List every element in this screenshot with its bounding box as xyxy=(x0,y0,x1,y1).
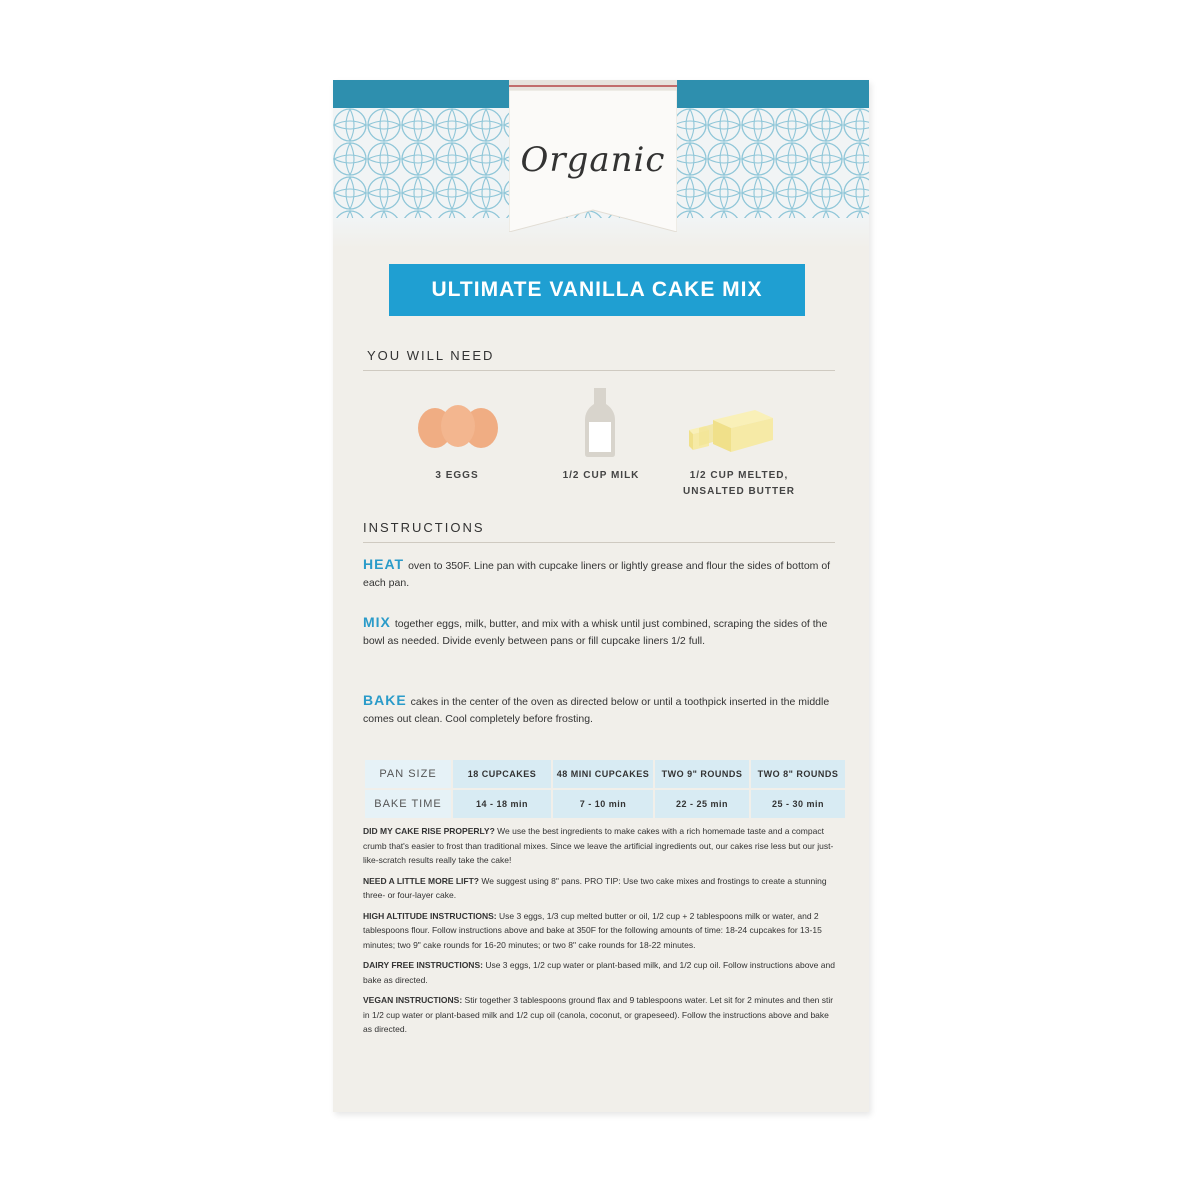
notes-section xyxy=(363,824,835,1043)
section-divider xyxy=(363,370,835,371)
step-keyword: MIX xyxy=(363,614,391,630)
need-item-label: 1/2 CUP MELTED, xyxy=(689,470,789,481)
butter-icon xyxy=(685,406,775,456)
note-label: DAIRY FREE INSTRUCTIONS: xyxy=(363,960,483,970)
step-text: cakes in the center of the oven as directed below or until a toothpick inserted in the middle comes out clean. Cool completely before frosting. xyxy=(363,696,830,725)
need-item-eggs xyxy=(397,468,517,484)
note-dairy-free xyxy=(363,958,835,987)
table-cell: 14 - 18 min xyxy=(453,790,551,818)
need-item-butter xyxy=(669,468,809,500)
section-divider xyxy=(363,542,835,543)
step-text: oven to 350F. Line pan with cupcake liners or lightly grease and flour the sides of bottom of each pan. xyxy=(363,560,831,589)
step-text: together eggs, milk, butter, and mix with a whisk until just combined, scraping the sides of the bowl as needed. Divide evenly between pans or fill cupcake liners 1/2 full. xyxy=(363,618,828,647)
organic-label: Organic xyxy=(520,140,666,180)
note-text: We use the best ingredients to make cakes with a rich homemade taste and a compact crumb that's easier to frost than traditional mixes. Since we leave the artificial ingredients out, our cakes rise less but our just-like-scratch results really take the cake! xyxy=(363,826,834,865)
row-label: BAKE TIME xyxy=(365,790,451,818)
top-strip xyxy=(509,80,677,90)
instructions-heading: INSTRUCTIONS xyxy=(363,520,485,535)
note-text: Use 3 eggs, 1/2 cup water or plant-based milk, and 1/2 cup oil. Follow instructions above and bake as directed. xyxy=(363,960,835,985)
table-cell: TWO 9" ROUNDS xyxy=(655,760,749,788)
note-label: VEGAN INSTRUCTIONS: xyxy=(363,995,463,1005)
note-label: HIGH ALTITUDE INSTRUCTIONS: xyxy=(363,910,497,921)
note-lift xyxy=(363,874,835,903)
product-title: ULTIMATE VANILLA CAKE MIX xyxy=(389,264,805,316)
row-label: PAN SIZE xyxy=(365,760,451,788)
you-will-need-heading: YOU WILL NEED xyxy=(367,348,495,363)
table-row xyxy=(365,790,845,818)
instruction-step-bake xyxy=(363,692,833,728)
cake-box-back-panel xyxy=(333,80,869,1112)
eggs-icon xyxy=(415,400,501,450)
table-cell: 25 - 30 min xyxy=(751,790,845,818)
table-cell: 48 MINI CUPCAKES xyxy=(553,760,653,788)
table-cell: 7 - 10 min xyxy=(553,790,653,818)
need-item-label: 3 EGGS xyxy=(435,470,479,481)
note-rise xyxy=(363,824,835,868)
table-row xyxy=(365,760,845,788)
note-label: DID MY CAKE RISE PROPERLY? xyxy=(363,826,495,836)
table-cell: 22 - 25 min xyxy=(655,790,749,818)
need-item-label-line2: UNSALTED BUTTER xyxy=(682,486,796,497)
need-item-milk xyxy=(539,468,663,484)
note-label: NEED A LITTLE MORE LIFT? xyxy=(363,875,479,886)
note-text: We suggest using 8" pans. PRO TIP: Use two cake mixes and frostings to create a stunning three- or four-layer cake. xyxy=(363,875,827,900)
instruction-step-heat xyxy=(363,556,833,592)
note-vegan xyxy=(363,993,835,1037)
milk-bottle-icon xyxy=(583,386,617,458)
step-keyword: BAKE xyxy=(363,692,407,708)
note-text: Use 3 eggs, 1/3 cup melted butter or oil, 1/2 cup + 2 tablespoons milk or water, and 2 tablespoons flour. Follow instructions above and bake at 350F for the following amounts of time: 18-24 cupcakes for 13-15 minutes; two 9" cake rounds for 16-20 minutes; or two 8" cake rounds for 18-22 minutes. xyxy=(363,910,822,950)
note-high-altitude xyxy=(363,909,835,953)
note-text: Stir together 3 tablespoons ground flax and 9 tablespoons water. Let sit for 2 minutes and then stir in 1/2 cup water or plant-based milk and 1/2 cup oil (canola, coconut, or grapeseed). Follow the instructions above and bake as directed. xyxy=(363,995,834,1034)
bake-time-table xyxy=(363,758,847,820)
table-cell: TWO 8" ROUNDS xyxy=(751,760,845,788)
step-keyword: HEAT xyxy=(363,556,405,572)
table-cell: 18 CUPCAKES xyxy=(453,760,551,788)
need-item-label: 1/2 CUP MILK xyxy=(562,470,640,481)
instruction-step-mix xyxy=(363,614,833,650)
